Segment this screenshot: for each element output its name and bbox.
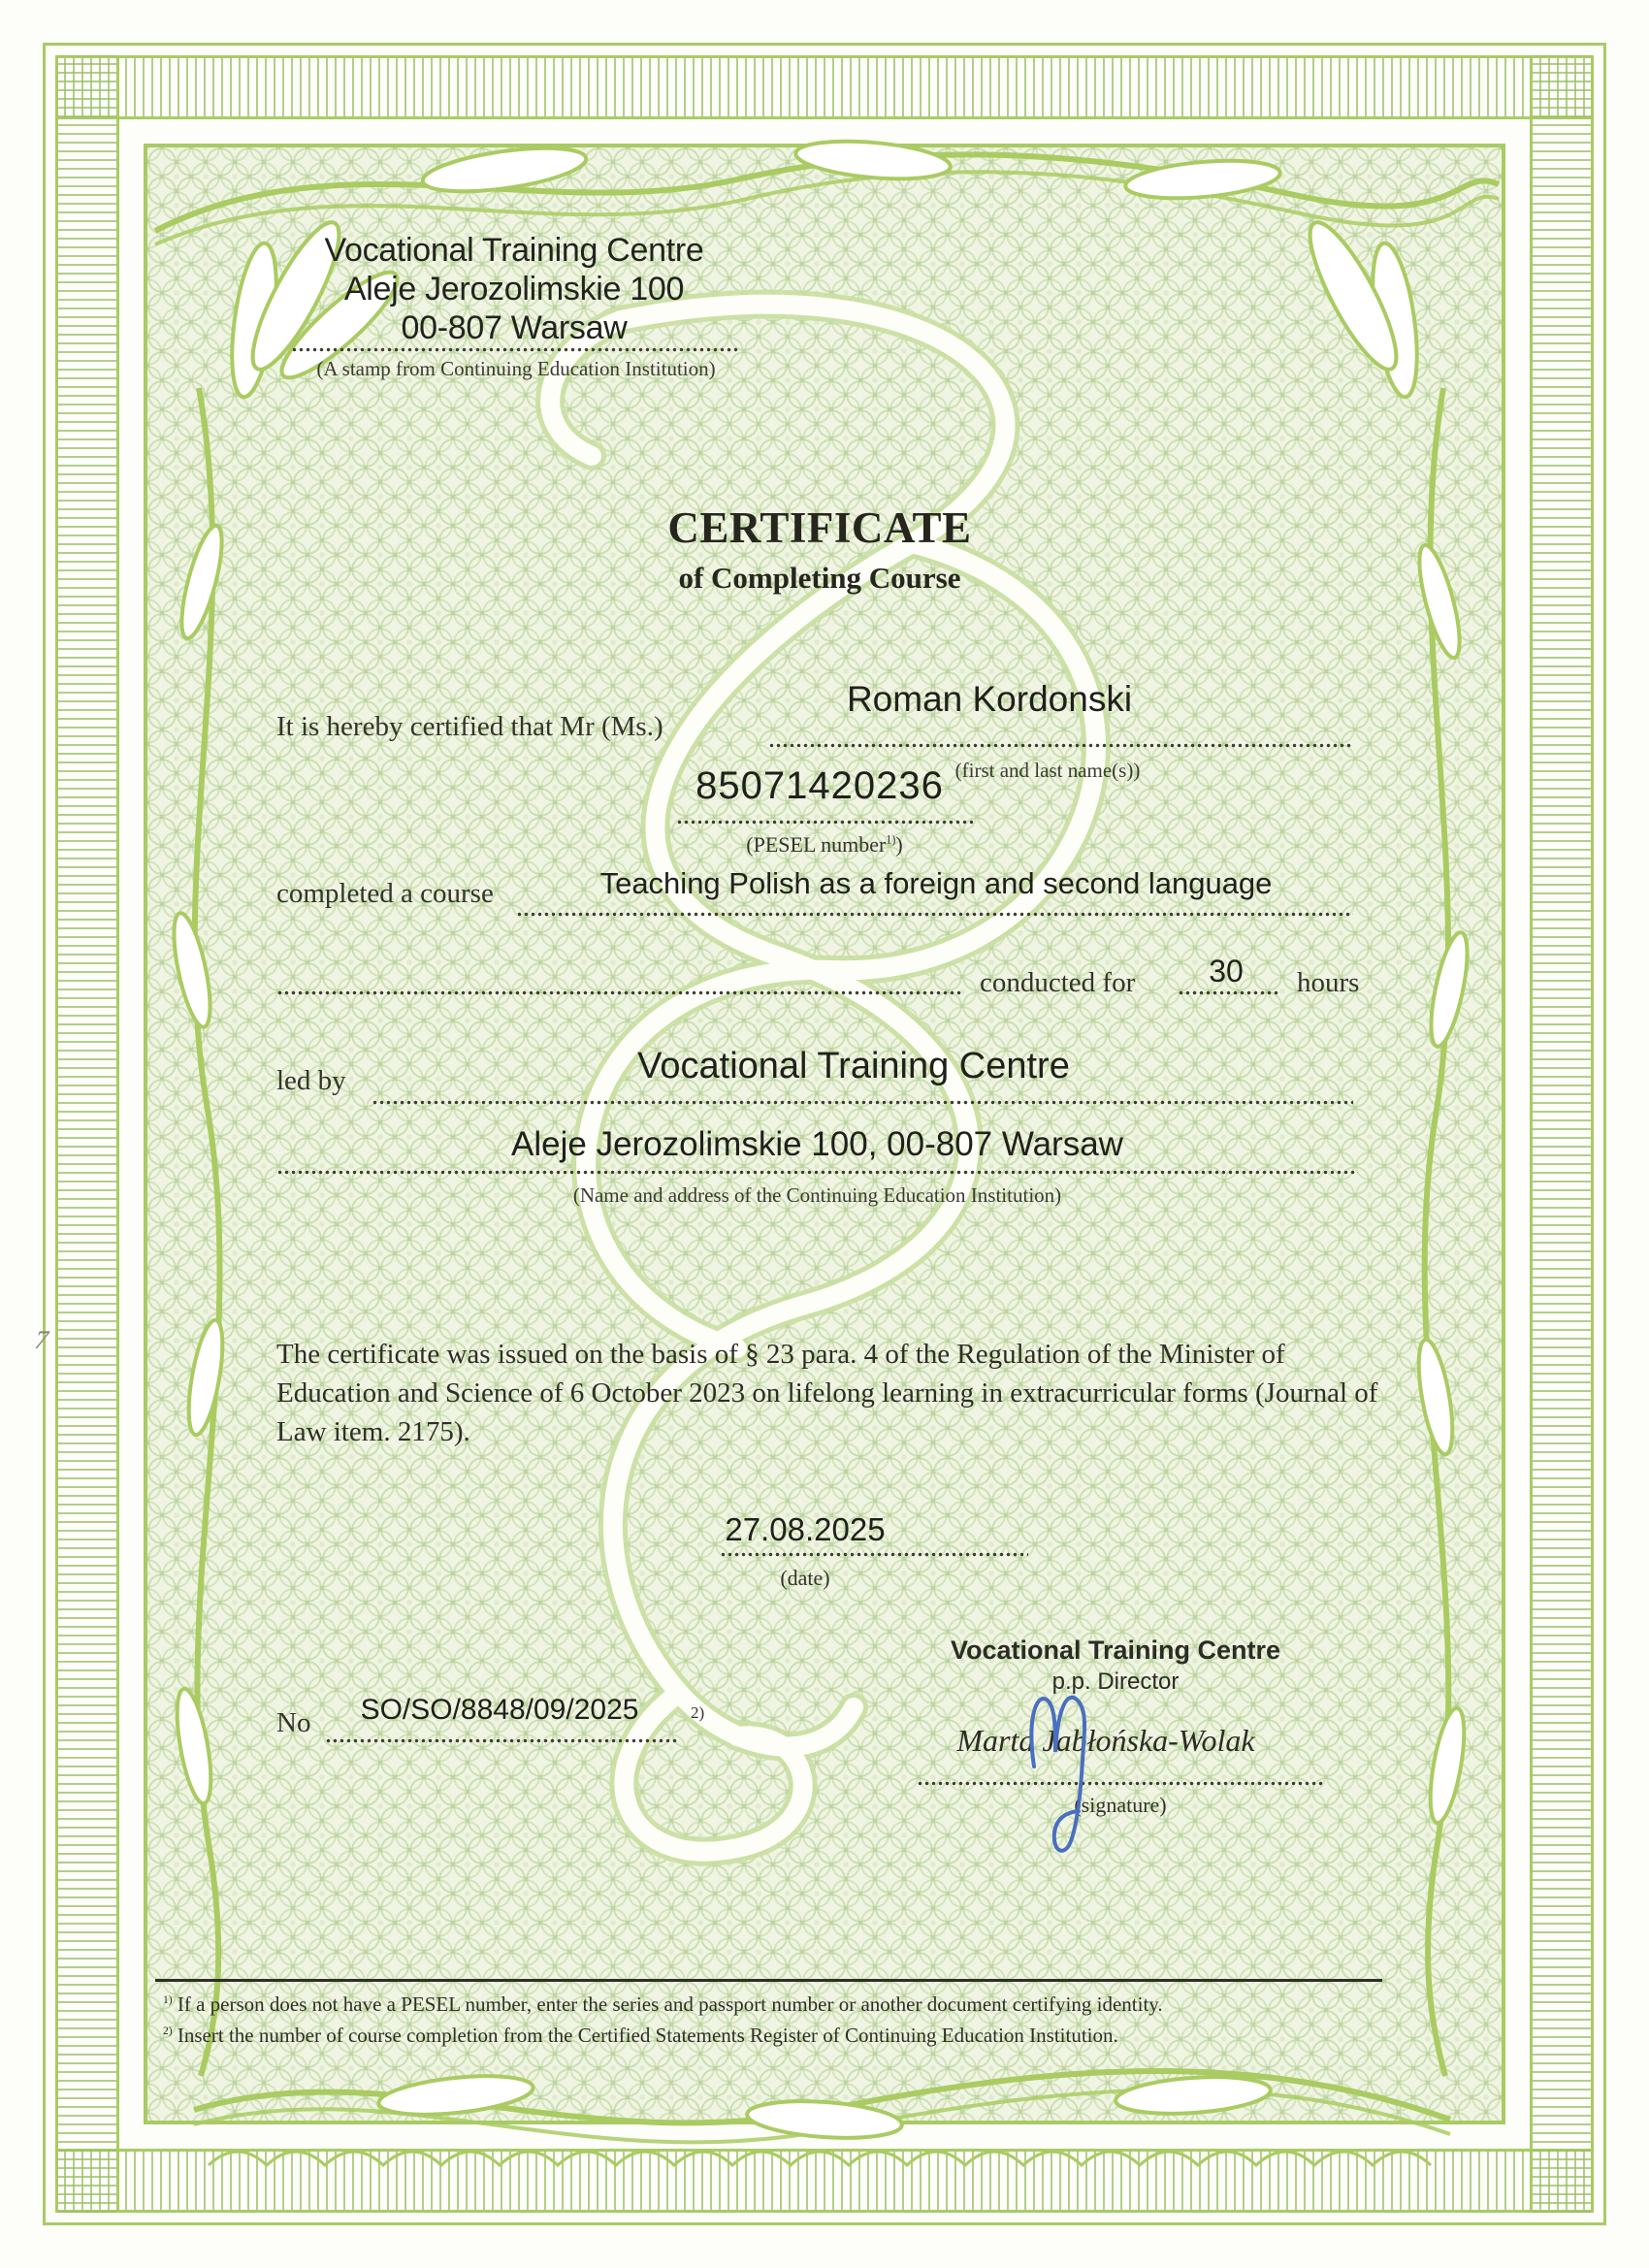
led-by-label: led by (276, 1065, 346, 1096)
issue-date-value: 27.08.2025 (725, 1511, 886, 1547)
conducted-for-label: conducted for (980, 967, 1136, 998)
course-label: completed a course (276, 878, 494, 909)
signatory-name: Marta Jabłońska-Wolak (956, 1723, 1255, 1758)
stamp-name: Vocational Training Centre (324, 232, 704, 269)
hours-dotted-line (1178, 990, 1278, 995)
number-footnote-ref: 2) (691, 1703, 705, 1722)
address-caption: (Name and address of the Continuing Education Institution) (572, 1183, 1062, 1207)
stamp-dotted-line (291, 347, 739, 352)
pesel-value: 85071420236 (695, 764, 944, 807)
course-dotted-line (516, 912, 1353, 917)
pesel-caption (626, 832, 1023, 858)
led-by-value: Vocational Training Centre (637, 1046, 1070, 1086)
footnote-1 (163, 1993, 1395, 2017)
pesel-caption-text: (PESEL number (746, 832, 887, 857)
pesel-caption-close: ) (895, 832, 903, 857)
signature-caption: (signature) (1074, 1793, 1167, 1817)
date-dotted-line (720, 1552, 1028, 1557)
hours-label: hours (1297, 967, 1360, 998)
pesel-dotted-line (676, 820, 973, 825)
footnote-1-text: If a person does not have a PESEL number, enter the series and passport number or another document certifying identity. (177, 1993, 1163, 2016)
name-caption: (first and last name(s)) (954, 759, 1141, 782)
certificate-title: CERTIFICATE (667, 503, 972, 552)
certificate-subtitle: of Completing Course (678, 561, 961, 595)
institution-address-value: Aleje Jerozolimskie 100, 00-807 Warsaw (511, 1125, 1123, 1163)
name-dotted-line (768, 743, 1353, 748)
stamp-street: Aleje Jerozolimskie 100 (343, 271, 685, 308)
signature-org-line: Vocational Training Centre (950, 1636, 1281, 1665)
stamp-city: 00-807 Warsaw (401, 309, 628, 346)
stamp-caption: (A stamp from Continuing Education Institution) (316, 357, 716, 380)
address-dotted-line (276, 1170, 1358, 1175)
footnote-2 (163, 2024, 1395, 2048)
institution-stamp (291, 231, 737, 347)
number-dotted-line (325, 1738, 677, 1743)
number-label: No (276, 1707, 311, 1738)
date-caption: (date) (780, 1566, 830, 1590)
holder-name-value: Roman Kordonski (846, 679, 1133, 719)
handwritten-margin-note: 7 (32, 1325, 50, 1354)
footnote-2-ref: 2) (163, 2025, 173, 2037)
footnote-2-text: Insert the number of course completion from the Certified Statements Register of Continuing Education Institution. (177, 2024, 1118, 2047)
footnote-divider-rule (155, 1979, 1382, 1982)
signature-role-line: p.p. Director (1051, 1669, 1180, 1695)
course-name-value: Teaching Polish as a foreign and second language (599, 866, 1273, 900)
certificate-number-value: SO/SO/8848/09/2025 (360, 1694, 639, 1726)
led-by-dotted-line (372, 1100, 1353, 1105)
certified-label: It is hereby certified that Mr (Ms.) (276, 711, 663, 742)
hours-value: 30 (1209, 954, 1244, 988)
conducted-dotted-line (276, 990, 963, 995)
legal-basis-paragraph: The certificate was issued on the basis of § 23 para. 4 of the Regulation of the Minister of Education and Science of 6 October 2023 on lifelong learning in extracurricular forms (Journal of Law item. 2175). (276, 1339, 1378, 1447)
handwritten-signature-icon (997, 1674, 1133, 1868)
footnote-1-ref: 1) (163, 1994, 173, 2006)
pesel-footnote-ref: 1) (886, 832, 896, 847)
